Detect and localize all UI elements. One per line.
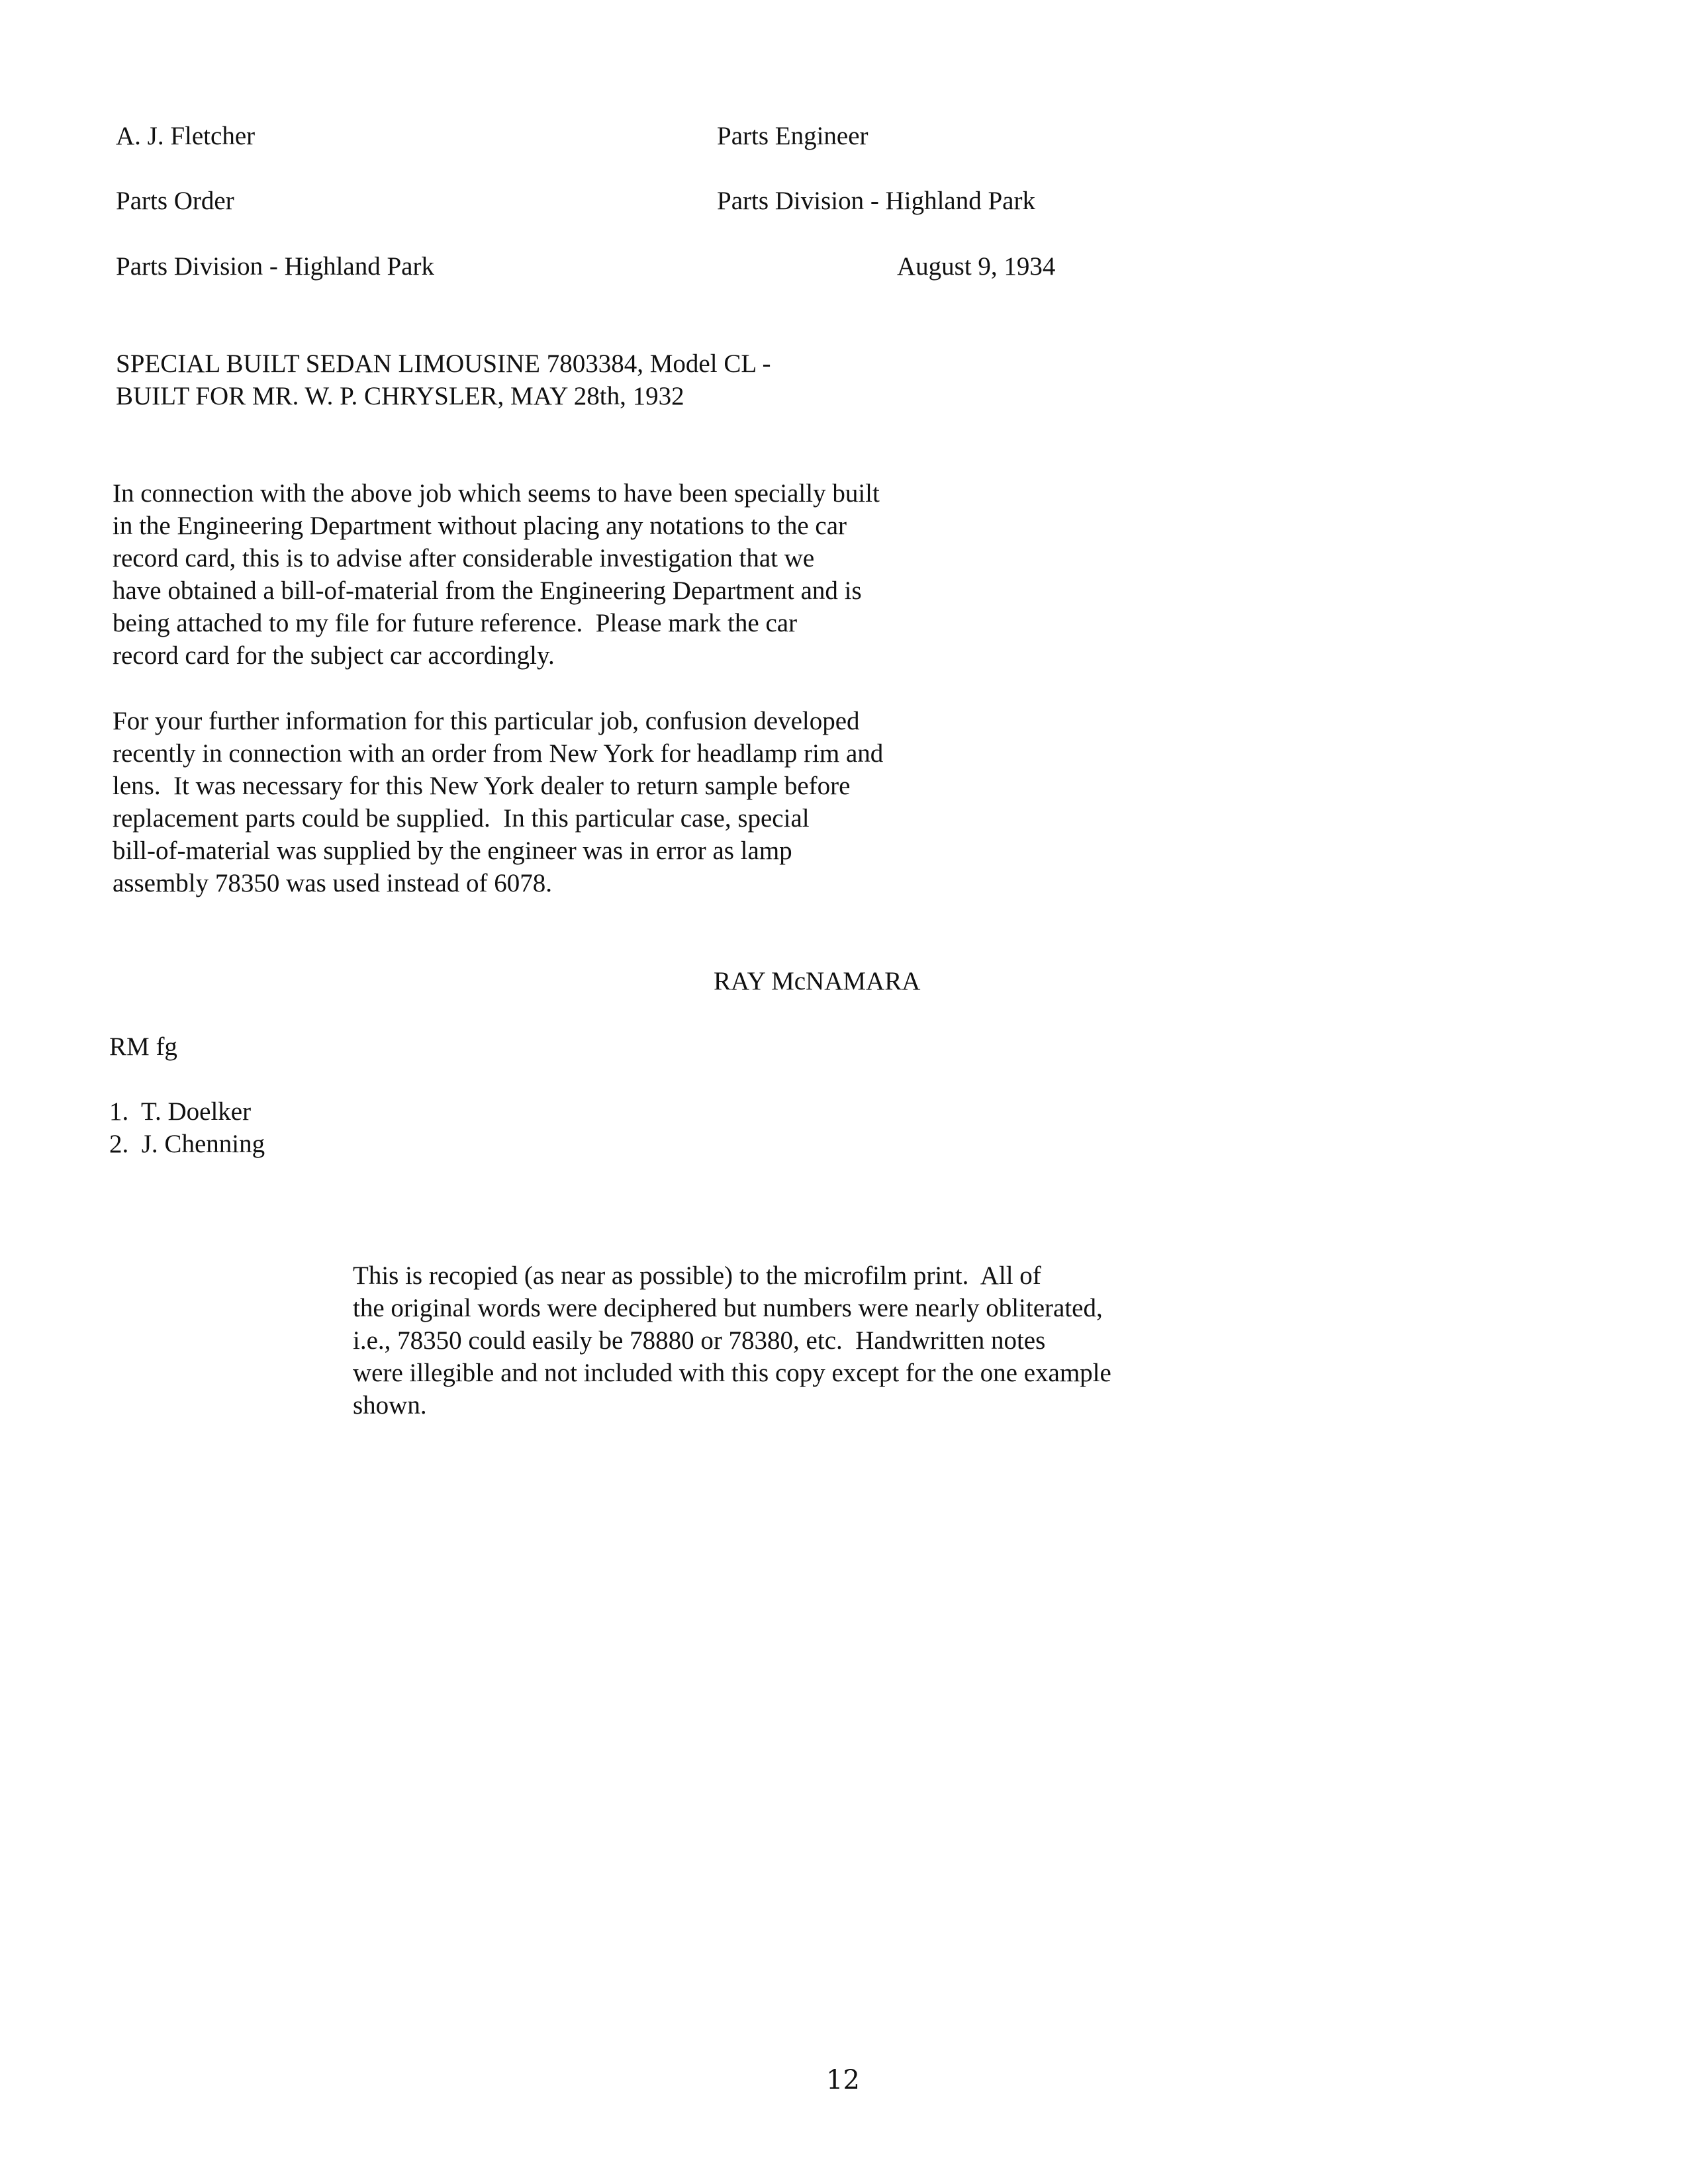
copy-recipient: 2. J. Chenning xyxy=(109,1130,265,1158)
paragraph-line: have obtained a bill-of-material from the Engineering Department and is xyxy=(113,576,862,605)
body-paragraph-2 xyxy=(113,705,883,899)
from-department: Parts Order xyxy=(116,187,234,215)
paragraph-line: being attached to my file for future reference. Please mark the car xyxy=(113,609,798,637)
paragraph-line: replacement parts could be supplied. In this particular case, special xyxy=(113,804,810,833)
paragraph-line: lens. It was necessary for this New York dealer to return sample before xyxy=(113,772,851,800)
subject-line: SPECIAL BUILT SEDAN LIMOUSINE 7803384, Model CL - xyxy=(116,349,771,378)
transcription-note xyxy=(353,1259,1111,1422)
note-line: i.e., 78350 could easily be 78880 or 78380, etc. Handwritten notes xyxy=(353,1326,1046,1355)
to-department: Parts Division - Highland Park xyxy=(717,187,1035,215)
signature: RAY McNAMARA xyxy=(714,967,921,995)
paragraph-line: recently in connection with an order from New York for headlamp rim and xyxy=(113,739,884,768)
note-line: were illegible and not included with this copy except for the one example xyxy=(353,1359,1111,1387)
paragraph-line: For your further information for this particular job, confusion developed xyxy=(113,707,860,735)
from-location: Parts Division - Highland Park xyxy=(116,252,434,281)
subject-line: BUILT FOR MR. W. P. CHRYSLER, MAY 28th, 1932 xyxy=(116,382,684,410)
body-paragraph-1 xyxy=(113,477,880,672)
to-title: Parts Engineer xyxy=(717,122,868,150)
paragraph-line: In connection with the above job which seems to have been specially built xyxy=(113,479,880,508)
copies-list xyxy=(109,1095,265,1160)
paragraph-line: record card, this is to advise after considerable investigation that we xyxy=(113,544,815,572)
page-number: 12 xyxy=(826,2065,860,2095)
paragraph-line: in the Engineering Department without placing any notations to the car xyxy=(113,512,847,540)
paragraph-line: record card for the subject car accordingly. xyxy=(113,641,555,670)
paragraph-line: assembly 78350 was used instead of 6078. xyxy=(113,869,552,897)
initials: RM fg xyxy=(109,1032,177,1061)
paragraph-line: bill-of-material was supplied by the engineer was in error as lamp xyxy=(113,837,792,865)
subject-block xyxy=(116,347,771,412)
copy-recipient: 1. T. Doelker xyxy=(109,1097,252,1126)
note-line: This is recopied (as near as possible) to the microfilm print. All of xyxy=(353,1261,1041,1290)
note-line: the original words were deciphered but numbers were nearly obliterated, xyxy=(353,1294,1103,1322)
from-name: A. J. Fletcher xyxy=(116,122,256,150)
note-line: shown. xyxy=(353,1391,427,1420)
memo-date: August 9, 1934 xyxy=(897,252,1056,281)
